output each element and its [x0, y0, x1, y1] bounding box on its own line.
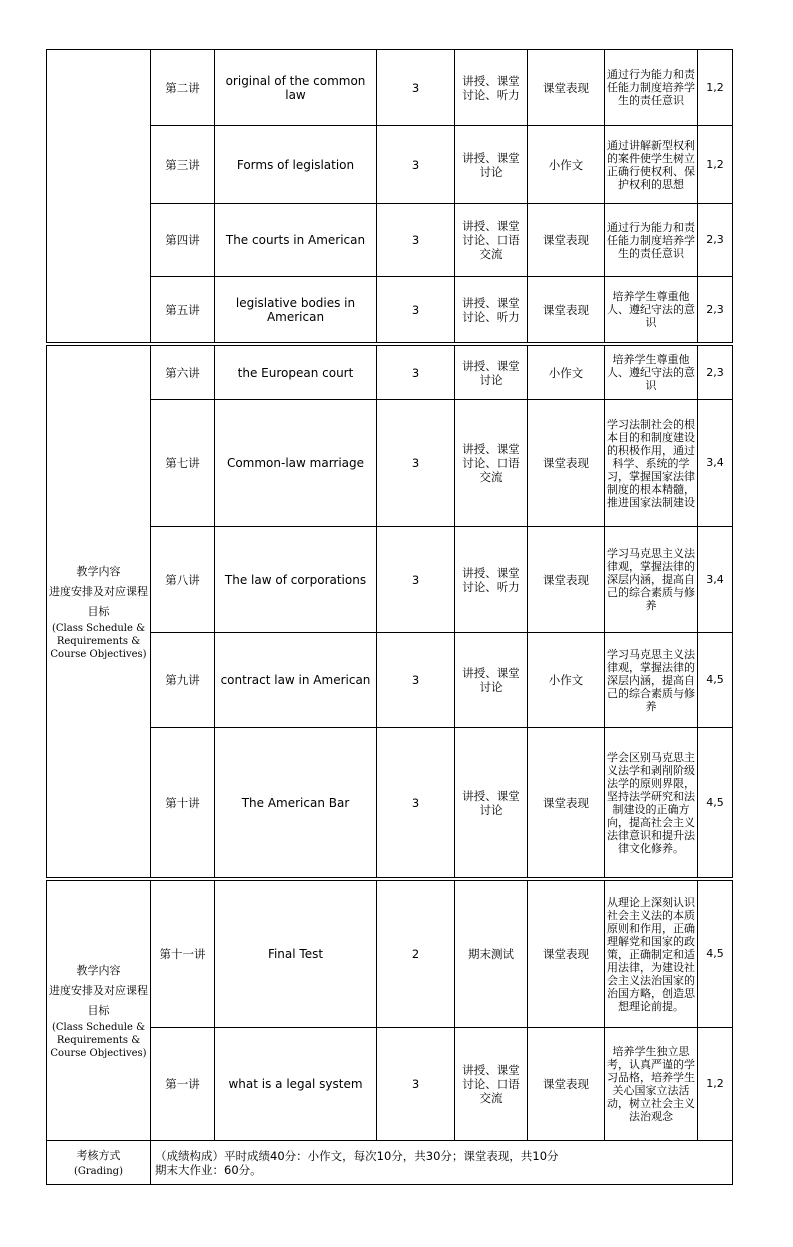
objective-cell: 通过行为能力和责任能力制度培养学生的责任意识	[605, 50, 698, 126]
method-cell: 讲授、课堂讨论、口语交流	[455, 1028, 528, 1141]
objective-cell: 学习马克思主义法律观，掌握法律的深层内涵，提高自己的综合素质与修养	[605, 527, 698, 633]
lecture-cell: 第五讲	[151, 277, 215, 343]
method-cell: 讲授、课堂讨论、口语交流	[455, 400, 528, 527]
topic-cell: Common-law marriage	[215, 400, 377, 527]
grading-line-2: 期末大作业：60分。	[155, 1162, 262, 1177]
hours-cell: 3	[377, 346, 455, 400]
assessment-cell: 课堂表现	[528, 527, 605, 633]
target-cell: 1,2	[698, 1028, 733, 1141]
lecture-cell: 第二讲	[151, 50, 215, 126]
lecture-cell: 第一讲	[151, 1028, 215, 1141]
topic-cell: original of the common law	[215, 50, 377, 126]
method-cell: 讲授、课堂讨论、口语交流	[455, 204, 528, 277]
topic-cell: the European court	[215, 346, 377, 400]
assessment-cell: 课堂表现	[528, 50, 605, 126]
assessment-cell: 课堂表现	[528, 204, 605, 277]
grading-label-cell	[47, 1141, 151, 1185]
table-row	[47, 881, 733, 1028]
section-label-line1: 教学内容	[76, 565, 121, 578]
objective-cell: 培养学生独立思考，认真严谨的学习品格，培养学生关心国家立法活动，树立社会主义法治观念	[605, 1028, 698, 1141]
method-cell: 讲授、课堂讨论	[455, 633, 528, 728]
hours-cell: 3	[377, 728, 455, 878]
hours-cell: 2	[377, 881, 455, 1028]
target-cell: 2,3	[698, 204, 733, 277]
lecture-cell: 第九讲	[151, 633, 215, 728]
hours-cell: 3	[377, 400, 455, 527]
method-cell: 讲授、课堂讨论、听力	[455, 277, 528, 343]
grading-text-cell	[151, 1141, 733, 1185]
topic-cell: The American Bar	[215, 728, 377, 878]
topic-cell: legislative bodies in American	[215, 277, 377, 343]
target-cell: 2,3	[698, 346, 733, 400]
section-label-line2: 进度安排及对应课程	[49, 984, 148, 997]
objective-cell: 学习马克思主义法律观，掌握法律的深层内涵，提高自己的综合素质与修养	[605, 633, 698, 728]
objective-cell: 通过讲解新型权利的案件使学生树立正确行使权利、保护权利的思想	[605, 126, 698, 204]
method-cell: 讲授、课堂讨论	[455, 346, 528, 400]
lecture-cell: 第六讲	[151, 346, 215, 400]
section-label-english: (Class Schedule & Requirements & Course Objectives)	[50, 623, 147, 660]
section-label-english: (Class Schedule & Requirements & Course Objectives)	[50, 1022, 147, 1059]
target-cell: 4,5	[698, 728, 733, 878]
topic-cell: Forms of legislation	[215, 126, 377, 204]
hours-cell: 3	[377, 204, 455, 277]
objective-cell: 从理论上深刻认识社会主义法的本质原则和作用，正确理解党和国家的政策，正确制定和适用法律，为建设社会主义法治国家的治国方略，创造思想理论前提。	[605, 881, 698, 1028]
assessment-cell: 课堂表现	[528, 1028, 605, 1141]
target-cell: 3,4	[698, 527, 733, 633]
method-cell: 讲授、课堂讨论、听力	[455, 527, 528, 633]
hours-cell: 3	[377, 277, 455, 343]
grading-label-english: (Grading)	[74, 1166, 123, 1177]
lecture-cell: 第十一讲	[151, 881, 215, 1028]
hours-cell: 3	[377, 126, 455, 204]
grading-row	[47, 1141, 733, 1185]
topic-cell: Final Test	[215, 881, 377, 1028]
method-cell: 讲授、课堂讨论、听力	[455, 50, 528, 126]
topic-cell: what is a legal system	[215, 1028, 377, 1141]
objective-cell: 通过行为能力和责任能力制度培养学生的责任意识	[605, 204, 698, 277]
target-cell: 4,5	[698, 881, 733, 1028]
section-label-cell	[47, 50, 151, 343]
objective-cell: 培养学生尊重他人、遵纪守法的意识	[605, 277, 698, 343]
section-label-line3: 目标	[87, 1004, 110, 1017]
target-cell: 4,5	[698, 633, 733, 728]
schedule-table-3	[46, 880, 733, 1185]
table-row	[47, 346, 733, 400]
hours-cell: 3	[377, 1028, 455, 1141]
assessment-cell: 小作文	[528, 633, 605, 728]
hours-cell: 3	[377, 50, 455, 126]
assessment-cell: 小作文	[528, 126, 605, 204]
assessment-cell: 课堂表现	[528, 277, 605, 343]
objective-cell: 学会区别马克思主义法学和剥削阶级法学的原则界限，坚持法学研究和法制建设的正确方向，提高社会主义法律意识和提升法律文化修养。	[605, 728, 698, 878]
grading-label: 考核方式	[76, 1149, 121, 1162]
target-cell: 1,2	[698, 50, 733, 126]
section-label-line1: 教学内容	[76, 964, 121, 977]
lecture-cell: 第七讲	[151, 400, 215, 527]
lecture-cell: 第三讲	[151, 126, 215, 204]
hours-cell: 3	[377, 527, 455, 633]
hours-cell: 3	[377, 633, 455, 728]
target-cell: 1,2	[698, 126, 733, 204]
assessment-cell: 课堂表现	[528, 728, 605, 878]
method-cell: 讲授、课堂讨论	[455, 126, 528, 204]
topic-cell: contract law in American	[215, 633, 377, 728]
assessment-cell: 小作文	[528, 346, 605, 400]
method-cell: 讲授、课堂讨论	[455, 728, 528, 878]
topic-cell: The courts in American	[215, 204, 377, 277]
target-cell: 2,3	[698, 277, 733, 343]
assessment-cell: 课堂表现	[528, 400, 605, 527]
schedule-table-2	[46, 345, 733, 878]
section-label-line3: 目标	[87, 605, 110, 618]
topic-cell: The law of corporations	[215, 527, 377, 633]
lecture-cell: 第十讲	[151, 728, 215, 878]
lecture-cell: 第四讲	[151, 204, 215, 277]
grading-line-1: （成绩构成）平时成绩40分：小作文，每次10分，共30分；课堂表现，共10分	[155, 1148, 559, 1163]
section-label-cell	[47, 881, 151, 1141]
method-cell: 期末测试	[455, 881, 528, 1028]
section-label-line2: 进度安排及对应课程	[49, 585, 148, 598]
schedule-table-1	[46, 49, 733, 343]
table-row	[47, 50, 733, 126]
section-label-cell	[47, 346, 151, 878]
lecture-cell: 第八讲	[151, 527, 215, 633]
assessment-cell: 课堂表现	[528, 881, 605, 1028]
target-cell: 3,4	[698, 400, 733, 527]
objective-cell: 学习法制社会的根本目的和制度建设的积极作用，通过科学、系统的学习，掌握国家法律制度的根本精髓，推进国家法制建设	[605, 400, 698, 527]
objective-cell: 培养学生尊重他人、遵纪守法的意识	[605, 346, 698, 400]
